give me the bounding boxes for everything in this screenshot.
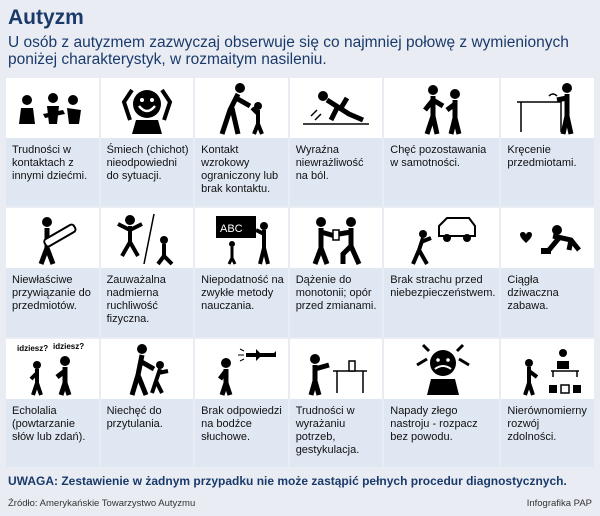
grid-cell [195,208,288,336]
characteristics-grid [6,78,594,467]
cell-caption: Ciągła dziwaczna zabawa. [501,268,594,336]
cell-caption: Trudności w wyrażaniu potrzeb, gestykulacja. [290,399,383,467]
grid-cell [6,339,99,467]
cell-caption: Nierównomierny rozwój zdolności. [501,399,594,467]
airplane-icon [202,341,280,397]
grid-cell [290,339,383,467]
cell-caption: Niepodatność na zwykłe metody nauczania. [195,268,288,336]
cell-caption: Niewłaściwe przywiązanie do przedmiotów. [6,268,99,336]
grid-cell [384,339,499,467]
cell-caption: Brak strachu przed niebezpieczeństwem. [384,268,499,336]
intro-text: U osób z autyzmem zazwyczaj obserwuje się co najmniej połowę z wymienionych poniżej charakterystyk, w rozmaitym nasileniu. [8,34,569,68]
standing-apart-icon [403,80,481,136]
echolalia-icon [13,341,91,397]
cell-caption: Brak odpowiedzi na bodźce słuchowe. [195,399,288,467]
grid-cell [6,208,99,336]
page-title: Autyzm [8,6,84,29]
blackboard-icon [202,210,280,266]
laughing-face-icon [108,80,186,136]
grid-cell [290,78,383,206]
cell-caption: Śmiech (chichot) nieodpowiedni do sytuacji. [101,138,194,206]
cell-caption: Wyraźna niewrażliwość na ból. [290,138,383,206]
warning-note: UWAGA: Zestawienie w żadnym przypadku nie może zastąpić pełnych procedur diagnostycznych. [8,474,567,488]
cell-caption: Echolalia (powtarzanie słów lub zdań). [6,399,99,467]
adult-child-icon [202,80,280,136]
holding-object-icon [13,210,91,266]
falling-person-icon [297,80,375,136]
source-credit: Źródło: Amerykańskie Towarzystwo Autyzmu [8,498,196,509]
cell-caption: Niechęć do przytulania. [101,399,194,467]
hyperactive-icon [108,210,186,266]
speech-bubble-2: idziesz? [53,341,85,351]
grid-cell [290,208,383,336]
routine-icon [297,210,375,266]
cell-caption: Napady złego nastroju - rozpacz bez powodu. [384,399,499,467]
infographic-credit: Infografika PAP [526,498,592,509]
children-playing-icon [13,80,91,136]
cell-caption: Trudności w kontaktach z innymi dziećmi. [6,138,99,206]
grid-cell [195,78,288,206]
cell-caption: Kręcenie przedmiotami. [501,138,594,206]
uneven-skills-icon [509,341,587,397]
cell-caption: Kontakt wzrokowy ograniczony lub brak kontaktu. [195,138,288,206]
speech-bubble-1: idziesz? [17,343,49,353]
spinning-object-icon [509,80,587,136]
crawling-play-icon [509,210,587,266]
hug-refusal-icon [108,341,186,397]
car-danger-icon [403,210,481,266]
tantrum-icon [403,341,481,397]
grid-cell [6,78,99,206]
pointing-icon [297,341,375,397]
grid-cell [101,339,194,467]
grid-cell [384,208,499,336]
grid-cell [384,78,499,206]
grid-cell [195,339,288,467]
grid-cell [101,78,194,206]
cell-caption: Chęć pozostawania w samotności. [384,138,499,206]
grid-cell [101,208,194,336]
cell-caption: Dążenie do monotonii; opór przed zmianami. [290,268,383,336]
grid-cell [501,208,594,336]
svg-text:ABC: ABC [220,223,244,236]
cell-caption: Zauważalna nadmierna ruchliwość fizyczna. [101,268,194,336]
grid-cell [501,339,594,467]
grid-cell [501,78,594,206]
